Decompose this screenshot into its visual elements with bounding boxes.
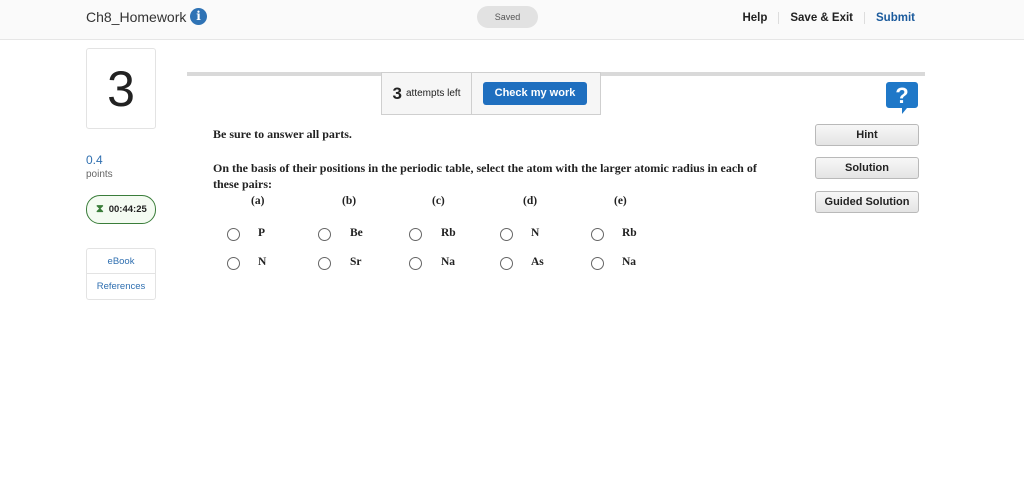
hourglass-icon: ⧗ (96, 203, 104, 215)
attempts-count: 3 (392, 83, 402, 103)
part-e-option-1-label: Rb (622, 227, 637, 239)
info-icon[interactable]: i (190, 8, 207, 25)
part-a-option-1-radio[interactable] (227, 228, 240, 241)
part-b-option-2-radio[interactable] (318, 257, 331, 270)
part-a-option-2-radio[interactable] (227, 257, 240, 270)
attempts-toolbar (381, 72, 601, 115)
part-e-option-1-radio[interactable] (591, 228, 604, 241)
hint-button[interactable]: Hint (815, 124, 919, 146)
top-bar (0, 0, 1024, 40)
part-c-option-1-radio[interactable] (409, 228, 422, 241)
attempts-text: attempts left (406, 88, 461, 99)
assignment-title: Ch8_Homework (86, 9, 187, 25)
question-prompt: On the basis of their positions in the periodic table, select the atom with the larger atomic radius in each of these pairs: (213, 161, 757, 191)
svg-text:?: ? (895, 83, 909, 108)
part-e-heading: (e) (614, 195, 627, 207)
check-my-work-button[interactable]: Check my work (483, 82, 587, 105)
part-a-option-1-label: P (258, 227, 266, 239)
part-b-option-2-label: Sr (350, 256, 362, 268)
help-link[interactable]: Help (731, 12, 779, 24)
part-d-option-2-label: As (531, 256, 544, 268)
part-b-option-1-label: Be (350, 227, 363, 239)
part-d-heading: (d) (523, 195, 538, 207)
part-a-option-2-label: N (258, 256, 267, 268)
points-label: points (86, 169, 113, 180)
top-links (731, 0, 926, 36)
points-value: 0.4 (86, 153, 103, 167)
timer-value: 00:44:25 (108, 204, 147, 215)
part-a-heading: (a) (251, 195, 265, 207)
part-d-option-1-radio[interactable] (500, 228, 513, 241)
timer[interactable] (86, 195, 156, 224)
part-d-option-2-radio[interactable] (500, 257, 513, 270)
solution-button[interactable]: Solution (815, 157, 919, 179)
guided-solution-button[interactable]: Guided Solution (815, 191, 919, 213)
save-exit-link[interactable]: Save & Exit (779, 12, 865, 24)
submit-link[interactable]: Submit (876, 12, 915, 24)
part-c-option-2-label: Na (441, 256, 456, 268)
help-question-icon[interactable] (885, 80, 919, 114)
part-e-option-2-label: Na (622, 256, 637, 268)
part-b-heading: (b) (342, 195, 357, 207)
resources-box (86, 248, 156, 300)
question-number: 3 (86, 48, 156, 129)
part-c-option-1-label: Rb (441, 227, 456, 239)
saved-status: Saved (477, 6, 538, 28)
part-e-option-2-radio[interactable] (591, 257, 604, 270)
ebook-link[interactable]: eBook (87, 249, 155, 274)
part-c-option-2-radio[interactable] (409, 257, 422, 270)
part-c-heading: (c) (432, 195, 445, 207)
part-d-option-1-label: N (531, 227, 540, 239)
part-b-option-1-radio[interactable] (318, 228, 331, 241)
instruction-text: Be sure to answer all parts. (213, 127, 352, 141)
references-link[interactable]: References (96, 281, 146, 292)
attempts-indicator (382, 73, 472, 114)
